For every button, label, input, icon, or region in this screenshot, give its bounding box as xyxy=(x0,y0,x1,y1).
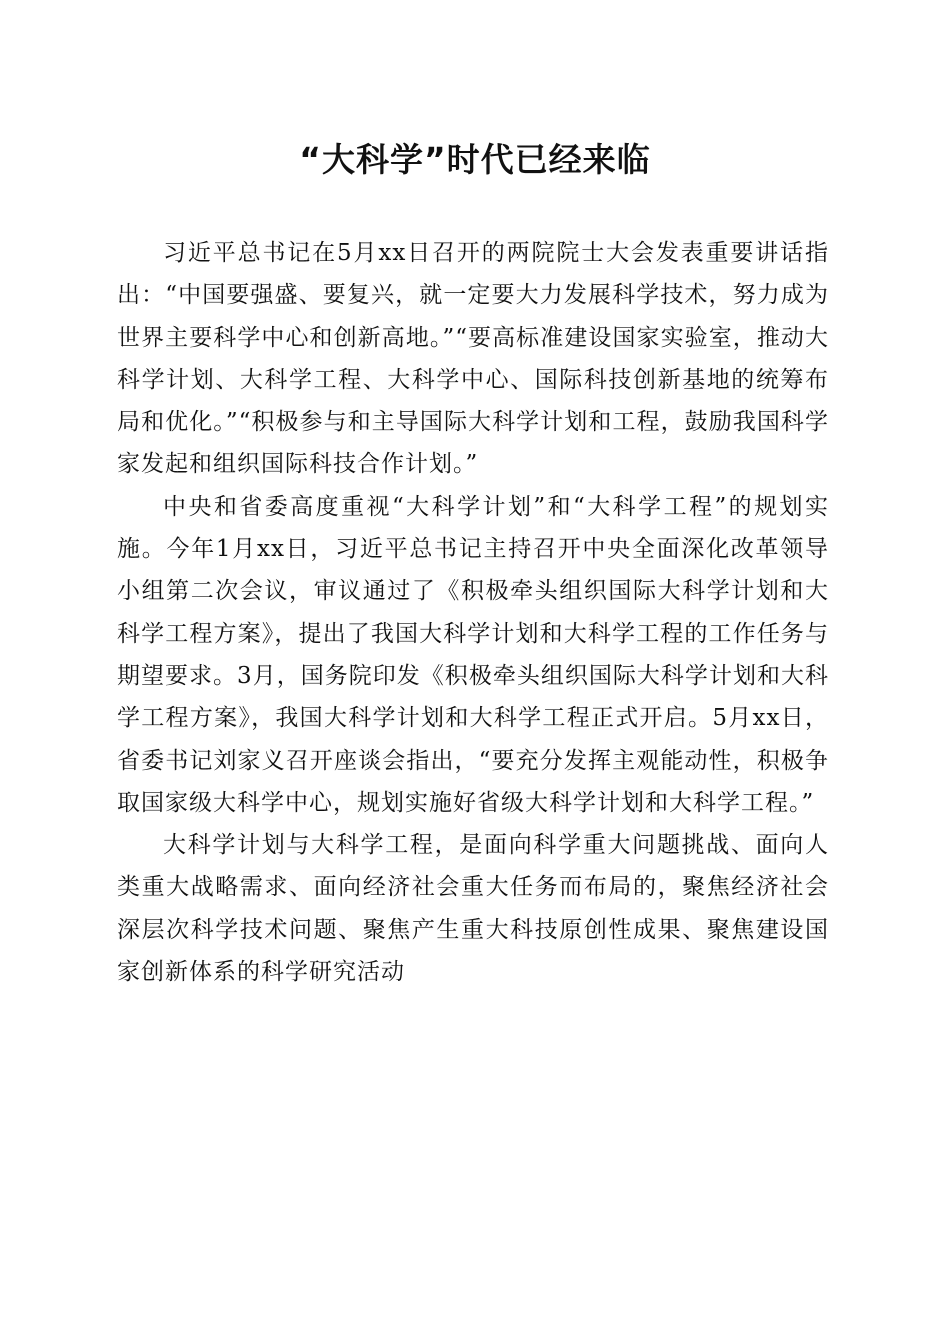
paragraph-3: 大科学计划与大科学工程，是面向科学重大问题挑战、面向人类重大战略需求、面向经济社会重大任务而布局的，聚焦经济社会深层次科学技术问题、聚焦产生重大科技原创性成果、聚焦建设国家创新体系的科学研究活动 xyxy=(117,832,829,986)
paragraph-2: 中央和省委高度重视“大科学计划”和“大科学工程”的规划实施。今年1月xx日，习近平总书记主持召开中央全面深化改革领导小组第二次会议，审议通过了《积极牵头组织国际大科学计划和大科学工程方案》，提出了我国大科学计划和大科学工程的工作任务与期望要求。3月，国务院印发《积极牵头组织国际大科学计划和大科学工程方案》，我国大科学计划和大科学工程正式开启。5月xx日，省委书记刘家义召开座谈会指出，“要充分发挥主观能动性，积极争取国家级大科学中心，规划实施好省级大科学计划和大科学工程。” xyxy=(117,493,829,816)
document-title: “大科学”时代已经来临 xyxy=(299,140,651,179)
paragraph-1: 习近平总书记在5月xx日召开的两院院士大会发表重要讲话指出：“中国要强盛、要复兴，就一定要大力发展科学技术，努力成为世界主要科学中心和创新高地。”“要高标准建设国家实验室，推动大科学计划、大科学工程、大科学中心、国际科技创新基地的统筹布局和优化。”“积极参与和主导国际大科学计划和工程，鼓励我国科学家发起和组织国际科技合作计划。” xyxy=(117,240,829,478)
document-body xyxy=(117,232,829,993)
